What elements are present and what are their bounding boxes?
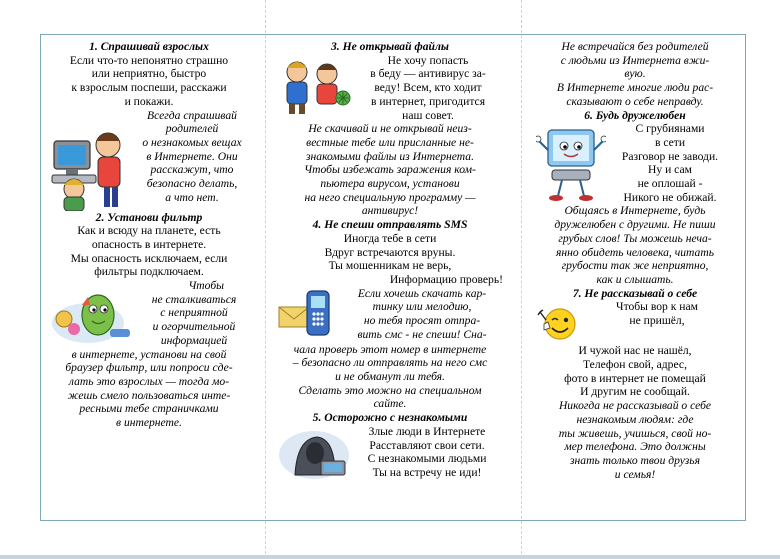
text-line: Злые люди в Интернете	[368, 424, 486, 438]
text-line: как и слышать.	[596, 272, 674, 286]
section-heading-3: 3. Не открывай файлы	[331, 40, 449, 53]
text-line: лать это взрослых — тогда мо-	[68, 374, 230, 388]
text-line: опасность в интернете.	[91, 237, 207, 251]
text-line: пьютера вирусом, установи	[320, 177, 460, 191]
text-line: о незнакомых вещах	[142, 135, 242, 149]
text-line: или неприятно, быстро	[91, 67, 207, 81]
text-line: Не хочу попасть	[387, 53, 469, 67]
text-line: но тебя просят отпра-	[363, 314, 481, 328]
text-line: грубых слов! Ты можешь неча-	[558, 231, 712, 245]
green-creature-icon	[48, 285, 138, 347]
text-line: Не скачивай и не открывай неиз-	[308, 122, 472, 136]
text-line: к взрослым поспеши, расскажи	[71, 81, 227, 95]
bottom-scrollbar[interactable]	[0, 555, 780, 559]
text-line: Не встречайся без родителей	[561, 40, 709, 53]
text-line: Никогда не рассказывай о себе	[558, 399, 712, 413]
text-line: веду! Всем, кто ходит	[374, 81, 482, 95]
section-heading-1: 1. Спрашивай взрослых	[89, 40, 209, 53]
text-line: тинку или мелодию,	[372, 300, 472, 314]
text-line: ты живешь, учишься, свой но-	[558, 426, 712, 440]
section-heading-5: 5. Осторожно с незнакомыми	[312, 411, 468, 425]
text-line: не пришёл,	[629, 314, 685, 328]
text-line: Общаясь в Интернете, будь	[564, 204, 706, 218]
text-line: родителей	[165, 122, 219, 136]
computer-mascot-icon	[536, 124, 606, 204]
text-line: наш совет.	[402, 108, 454, 122]
text-line: Если хочешь скачать кар-	[357, 286, 487, 300]
kids-antivirus-icon	[277, 54, 353, 116]
text-line: вестные тебе или присланные не-	[306, 135, 474, 149]
section-heading-6: 6. Будь дружелюбен	[584, 108, 686, 122]
brochure-column-3	[536, 40, 734, 518]
text-line: Мы опасность исключаем, если	[70, 251, 228, 265]
text-line: не сталкиваться	[151, 292, 237, 306]
text-line: – безопасно ли отправлять на него смс	[292, 356, 488, 370]
text-line: Всегда спрашивай	[147, 108, 237, 122]
text-line: вую.	[624, 67, 646, 81]
text-line: сказывают о себе неправду.	[566, 94, 704, 108]
text-line: фильтры подключаем.	[94, 265, 204, 279]
text-line: янно обидеть человека, читать	[556, 245, 714, 259]
hooded-stranger-icon	[277, 425, 351, 481]
text-line: И чужой нас не нашёл,	[578, 344, 692, 358]
text-line: жешь смело пользоваться инте-	[67, 388, 231, 402]
text-line: и огорчительной	[152, 320, 236, 334]
text-line: чала проверь этот номер в интернете	[293, 342, 487, 356]
text-line: знать только твои друзья	[570, 453, 700, 467]
text-line: и покажи.	[124, 94, 174, 108]
text-line: и не обманут ли тебя.	[335, 370, 445, 384]
section-heading-7: 7. Не рассказывай о себе	[572, 286, 698, 300]
text-line: с людьми из Интернета вжи-	[560, 53, 710, 67]
text-line: на него специальную программу —	[304, 190, 476, 204]
text-line: Чтобы вор к нам	[616, 300, 698, 314]
text-line: а что нет.	[165, 190, 219, 204]
text-line: И другим не сообщай.	[580, 385, 690, 399]
text-line: в сети	[654, 135, 686, 149]
text-line: Иногда тебе в сети	[343, 231, 437, 245]
text-line: мер телефона. Это должны	[564, 440, 706, 454]
text-line: знакомыми файлы из Интернета.	[306, 149, 474, 163]
text-line: в Интернете. Они	[146, 149, 238, 163]
text-line: в беду — антивирус за-	[370, 67, 486, 81]
text-line: незнакомым людям: где	[576, 412, 694, 426]
text-line: ресными тебе страничками	[79, 402, 219, 416]
text-line: В Интернете многие люди рас-	[556, 81, 714, 95]
text-line: Чтобы	[188, 279, 224, 293]
text-line: в интернет, пригодится	[370, 94, 486, 108]
text-line: информацией	[160, 333, 228, 347]
section-heading-2: 2. Установи фильтр	[95, 210, 203, 224]
text-line: С грубиянами	[635, 122, 705, 136]
text-line: в интернете, установи на свой	[71, 347, 227, 361]
text-line: вить смс - не спеши! Сна-	[357, 327, 487, 341]
brochure-column-1	[48, 40, 250, 518]
text-line: с неприятной	[160, 306, 228, 320]
text-line: Информацию проверь!	[389, 272, 503, 286]
text-line: в интернете.	[116, 416, 182, 430]
text-line: Чтобы избежать заражения ком-	[304, 163, 476, 177]
text-line: фото в интернет не помещай	[564, 371, 706, 385]
text-line: Телефон свой, адрес,	[583, 358, 687, 372]
text-line: Ты на встречу не иди!	[372, 465, 482, 479]
text-line: Если что-то непонятно страшно	[69, 53, 229, 67]
text-line: не оплошай -	[637, 177, 703, 191]
text-line: безопасно делать,	[146, 177, 238, 191]
text-line: Как и всюду на планете, есть	[77, 224, 221, 238]
text-line: антивирус!	[361, 204, 419, 218]
text-line: дружелюбен с другими. Не пиши	[554, 218, 716, 232]
text-line: грубости так же неприятно,	[561, 259, 709, 273]
text-line: Сделать это можно на специальном	[298, 383, 482, 397]
text-line: С незнакомыми людьми	[367, 452, 487, 466]
text-line: Ну и сам	[648, 163, 692, 177]
text-line: Никого не обижай.	[623, 190, 717, 204]
text-line: Расставляют свои сети.	[369, 438, 485, 452]
text-line: Ты мошенникам не верь,	[328, 259, 452, 273]
text-line: Разговор не заводи.	[621, 149, 719, 163]
text-line: расскажут, что	[150, 163, 234, 177]
text-line: и семья!	[614, 467, 656, 481]
text-line: Вдруг встречаются вруны.	[324, 245, 456, 259]
section-heading-4: 4. Не спеши отправлять SMS	[312, 218, 468, 232]
mobile-phone-icon	[277, 287, 341, 343]
brochure-column-2	[277, 40, 503, 518]
text-line: браузер фильтр, или попроси сде-	[65, 361, 233, 375]
kids-at-computer-icon	[48, 119, 132, 211]
text-line: сайте.	[373, 397, 407, 411]
winking-smiley-icon	[536, 304, 580, 344]
